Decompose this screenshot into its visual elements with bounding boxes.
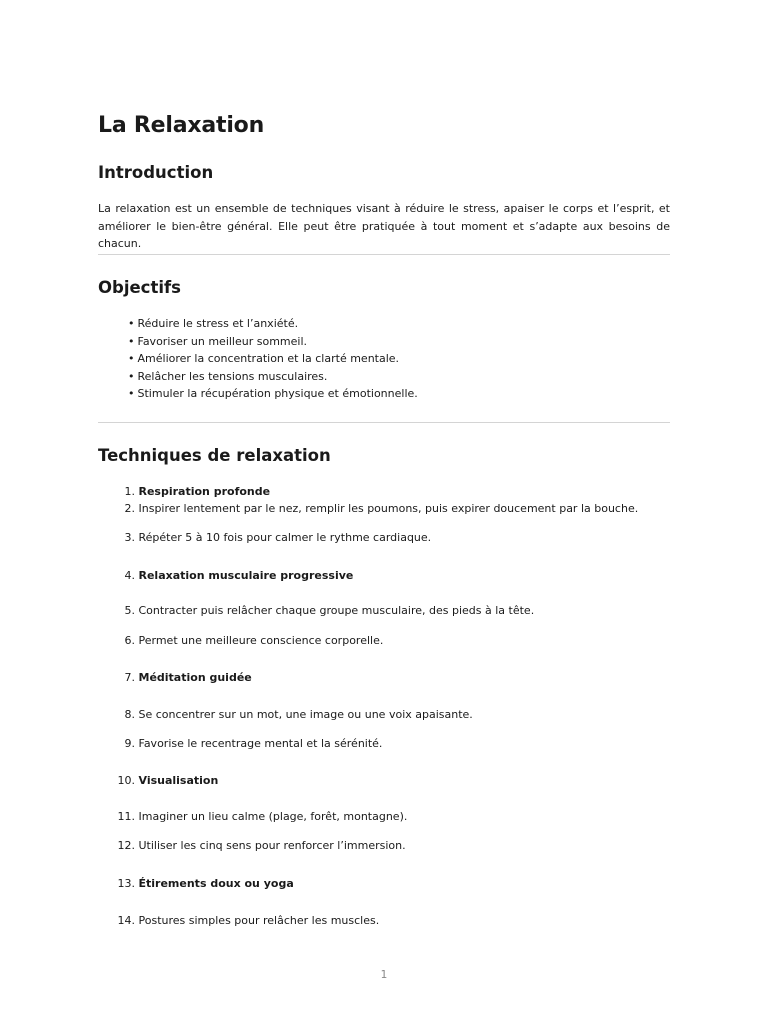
list-item-text: Utiliser les cinq sens pour renforcer l’immersion. [138,839,406,852]
list-item [98,912,670,929]
introduction-heading: Introduction [98,163,214,182]
list-item [98,567,670,584]
list-item-text: Répéter 5 à 10 fois pour calmer le rythme cardiaque. [138,531,432,544]
list-item-text: Inspirer lentement par le nez, remplir les poumons, puis expirer doucement par la bouche. [138,502,639,515]
list-item [128,315,418,333]
bullet-icon: • [128,369,135,383]
bullet-icon: • [128,317,135,330]
list-item-number: 12. [117,839,135,852]
list-item [98,875,670,892]
page-title: La Relaxation [98,113,265,138]
document-page [98,0,670,1024]
list-item-text: Postures simples pour relâcher les muscles. [138,914,380,927]
list-item-number: 14. [117,914,135,927]
list-item [128,350,418,368]
objectifs-heading: Objectifs [98,278,182,297]
bullet-icon: • [128,352,135,366]
list-item [128,368,418,386]
list-item [98,735,670,752]
list-item-text: Stimuler la récupération physique et émotionnelle. [137,387,418,401]
list-item [128,333,418,351]
list-item [98,632,670,649]
list-item [98,483,670,500]
list-item-number: 8. [124,708,135,721]
list-item [98,669,670,686]
bullet-icon: • [128,334,135,348]
list-item-text: Relâcher les tensions musculaires. [137,369,328,383]
list-item-number: 7. [124,671,135,684]
list-item-number: 11. [117,810,135,823]
list-item-text: Permet une meilleure conscience corporelle. [138,634,384,647]
list-item [98,706,670,723]
list-item-text: Imaginer un lieu calme (plage, forêt, montagne). [138,810,408,823]
list-item-number: 5. [124,604,135,617]
list-item-number: 10. [117,774,135,787]
list-item-number: 13. [117,877,135,890]
section-divider [98,254,670,255]
list-item-number: 4. [124,569,135,582]
bullet-icon: • [128,387,135,401]
list-item [98,837,670,854]
list-item [98,808,670,825]
objectifs-list [128,315,418,403]
techniques-heading: Techniques de relaxation [98,446,331,465]
list-item-text: Contracter puis relâcher chaque groupe musculaire, des pieds à la tête. [138,604,535,617]
list-item-text: Favorise le recentrage mental et la sérénité. [138,737,383,750]
list-item [98,602,670,619]
list-item-text: Relaxation musculaire progressive [138,569,354,582]
list-item-text: Étirements doux ou yoga [138,877,294,890]
list-item-number: 1. [124,485,135,498]
section-divider [98,422,670,423]
list-item-text: Réduire le stress et l’anxiété. [137,317,299,330]
list-item-text: Visualisation [138,774,219,787]
list-item-text: Respiration profonde [138,485,271,498]
list-item [98,529,670,546]
list-item-text: Améliorer la concentration et la clarté mentale. [137,352,400,366]
list-item-number: 6. [124,634,135,647]
list-item-number: 3. [124,531,135,544]
page-number: 1 [380,969,388,981]
list-item-text: Favoriser un meilleur sommeil. [137,334,308,348]
list-item-text: Méditation guidée [138,671,252,684]
list-item [128,385,418,403]
list-item-text: Se concentrer sur un mot, une image ou une voix apaisante. [138,708,473,721]
introduction-paragraph: La relaxation est un ensemble de techniques visant à réduire le stress, apaiser le corps et l’esprit, et améliorer le bien-être général. Elle peut être pratiquée à tout moment et s’adapte aux besoins de chacun. [98,202,670,250]
list-item [98,772,670,789]
list-item [98,500,670,517]
list-item-number: 9. [124,737,135,750]
list-item-number: 2. [124,502,135,515]
